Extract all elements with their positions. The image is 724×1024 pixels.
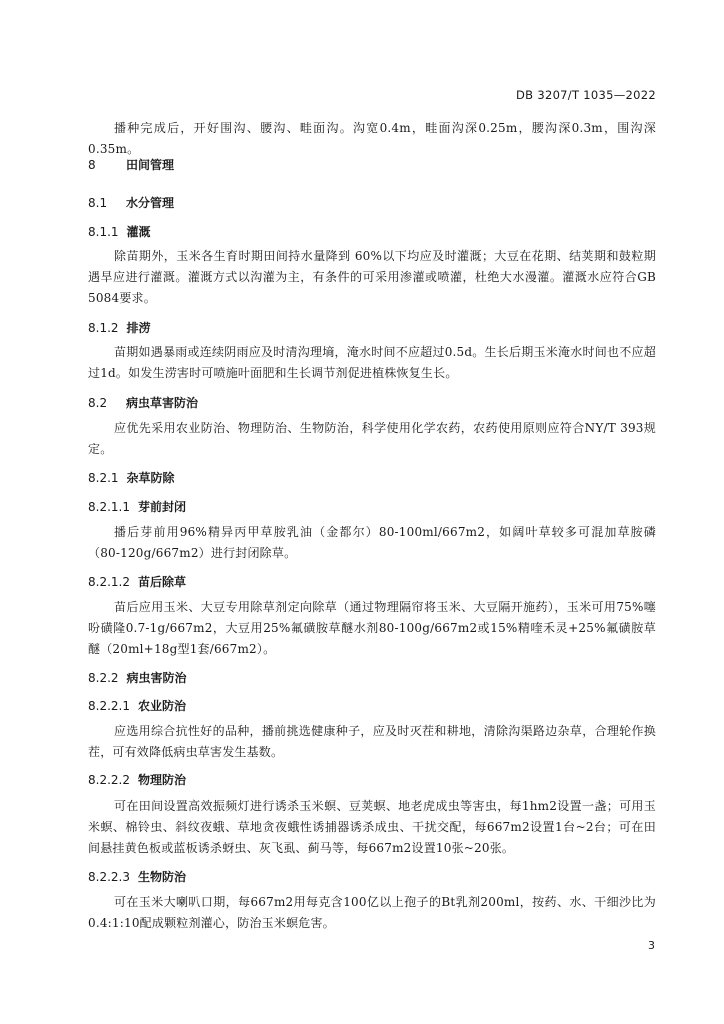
section-title: 苗后除草 [137,575,186,589]
section-heading-8-1 [88,194,656,212]
section-title: 水分管理 [126,196,175,210]
paragraph-pre-emergence: 播后芽前用96%精异丙甲草胺乳油（金都尔）80-100ml/667m2，如阔叶草较多可混加草胺磷（80-120g/667m2）进行封闭除草。 [88,525,656,560]
paragraph-biological-control: 可在玉米大喇叭口期，每667m2用每克含100亿以上孢子的Bt乳剂200ml，按药、水、干细沙比为0.4:1:10配成颗粒剂灌心，防治玉米螟危害。 [88,895,656,930]
section-heading-8-2-2-1 [88,697,656,715]
section-title: 芽前封闭 [137,500,186,514]
paragraph-drainage: 苗期如遇暴雨或连续阴雨应及时清沟理墒，淹水时间不应超过0.5d。生长后期玉米淹水时间也不应超过1d。如发生涝害时可喷施叶面肥和生长调节剂促进植株恢复生长。 [88,345,656,380]
section-heading-8-1-2 [88,319,656,337]
section-heading-8-2-2-2 [88,771,656,789]
section-number: 8.1.1 [88,225,119,239]
document-id-header: DB 3207/T 1035—2022 [516,88,656,102]
section-number: 8 [88,158,96,172]
section-number: 8.2.2 [88,671,119,685]
section-title: 农业防治 [137,699,186,713]
section-heading-8-2-1 [88,469,656,487]
section-number: 8.2.1.2 [88,575,130,589]
section-title: 病虫害防治 [126,671,187,685]
section-title: 物理防治 [137,773,186,787]
section-heading-8-2 [88,394,656,412]
page-number: 3 [648,939,655,952]
paragraph-furrow-spec: 播种完成后，开好围沟、腰沟、畦面沟。沟宽0.4m，畦面沟深0.25m，腰沟深0.3m，围沟深0.35m。 [88,121,656,156]
section-heading-8-2-2-3 [88,868,656,886]
section-number: 8.2 [88,396,108,410]
section-title: 病虫草害防治 [126,396,199,410]
section-title: 生物防治 [137,870,186,884]
section-heading-8-2-2 [88,669,656,687]
section-title: 排涝 [126,321,151,335]
section-title: 田间管理 [126,158,175,172]
paragraph-pest-principle: 应优先采用农业防治、物理防治、生物防治，科学使用化学农药，农药使用原则应符合NY/T 393规定。 [88,421,656,456]
paragraph-irrigation: 除苗期外，玉米各生育时期田间持水量降到 60%以下均应及时灌溉；大豆在花期、结荚期和鼓粒期遇旱应进行灌溉。灌溉方式以沟灌为主，有条件的可采用渗灌或喷灌，杜绝大水漫灌。灌溉水应符合GB 5084要求。 [88,249,656,305]
section-number: 8.2.2.1 [88,699,130,713]
section-title: 杂草防除 [126,471,175,485]
section-heading-8-2-1-1 [88,498,656,516]
paragraph-physical-control: 可在田间设置高效振频灯进行诱杀玉米螟、豆荚螟、地老虎成虫等害虫，每1hm2设置一盏；可用玉米螟、棉铃虫、斜纹夜蛾、草地贪夜蛾性诱捕器诱杀成虫、干扰交配，每667m2设置1台~2台；可在田间悬挂黄色板或蓝板诱杀蚜虫、灰飞虱、蓟马等，每667m2设置10张~20张。 [88,799,656,855]
section-heading-8-2-1-2 [88,573,656,591]
paragraph-post-emergence: 苗后应用玉米、大豆专用除草剂定向除草（通过物理隔帘将玉米、大豆隔开施药），玉米可用75%噻吩磺隆0.7-1g/667m2，大豆用25%氟磺胺草醚水剂80-100g/667m2或15%精喹禾灵+25%氟磺胺草醚（20ml+18g型1套/667m2）。 [88,600,656,656]
section-number: 8.2.1.1 [88,500,130,514]
section-number: 8.1.2 [88,321,119,335]
section-number: 8.1 [88,196,108,210]
section-title: 灌溉 [126,225,151,239]
section-heading-8-1-1 [88,223,656,241]
section-number: 8.2.2.3 [88,870,130,884]
section-number: 8.2.1 [88,471,119,485]
section-heading-8 [88,156,656,174]
section-number: 8.2.2.2 [88,773,130,787]
paragraph-agricultural-control: 应选用综合抗性好的品种，播前挑选健康种子，应及时灭茬和耕地，清除沟渠路边杂草，合理轮作换茬，可有效降低病虫草害发生基数。 [88,724,656,759]
